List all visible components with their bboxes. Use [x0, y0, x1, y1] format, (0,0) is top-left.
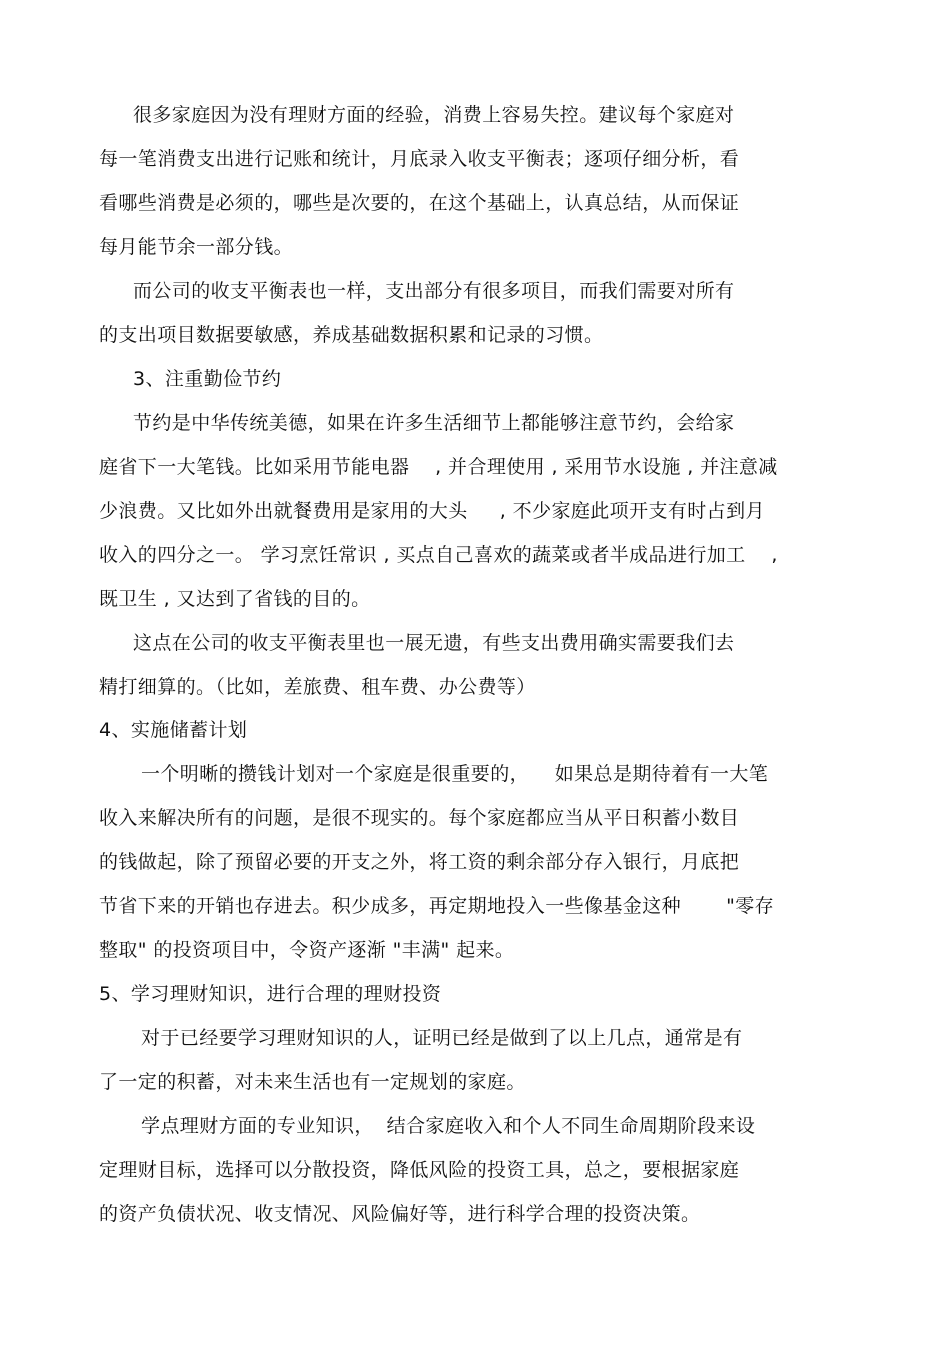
text-line: 收入的四分之一。 学习烹饪常识 , 买点自己喜欢的蔬菜或者半成品进行加工 ,	[99, 544, 778, 566]
text-line: 这点在公司的收支平衡表里也一展无遗，有些支出费用确实需要我们去	[133, 632, 735, 654]
text-line: 一个明晰的攒钱计划对一个家庭是很重要的， 如果总是期待着有一大笔	[141, 763, 769, 785]
text-line: 既卫生 , 又达到了省钱的目的。	[99, 588, 371, 610]
text-line: 收入来解决所有的问题，是很不现实的。每个家庭都应当从平日积蓄小数目	[99, 807, 740, 829]
text-line: 的资产负债状况、收支情况、风险偏好等，进行科学合理的投资决策。	[99, 1203, 701, 1225]
text-line: 每一笔消费支出进行记账和统计，月底录入收支平衡表；逐项仔细分析，看	[99, 148, 740, 170]
text-line: 整取" 的投资项目中，令资产逐渐 "丰满" 起来。	[99, 939, 515, 961]
text-line: 很多家庭因为没有理财方面的经验，消费上容易失控。建议每个家庭对	[133, 104, 735, 126]
text-line: 少浪费。又比如外出就餐费用是家用的大头 , 不少家庭此项开支有时占到月	[99, 500, 765, 522]
text-line: 看哪些消费是必须的，哪些是次要的，在这个基础上，认真总结，从而保证	[99, 192, 740, 214]
text-line: 精打细算的。（比如，差旅费、租车费、办公费等）	[99, 676, 536, 698]
text-line: 的支出项目数据要敏感，养成基础数据积累和记录的习惯。	[99, 324, 604, 346]
text-line: 节省下来的开销也存进去。积少成多，再定期地投入一些像基金这种 "零存	[99, 895, 775, 917]
text-line: 节约是中华传统美德，如果在许多生活细节上都能够注意节约，会给家	[133, 412, 735, 434]
text-line: 学点理财方面的专业知识， 结合家庭收入和个人不同生命周期阶段来设	[141, 1115, 756, 1137]
text-line: 对于已经要学习理财知识的人，证明已经是做到了以上几点，通常是有	[141, 1027, 743, 1049]
text-line: 定理财目标，选择可以分散投资，降低风险的投资工具，总之，要根据家庭	[99, 1159, 740, 1181]
section-heading: 5、学习理财知识，进行合理的理财投资	[99, 983, 442, 1005]
text-line: 了一定的积蓄，对未来生活也有一定规划的家庭。	[99, 1071, 526, 1093]
text-line: 而公司的收支平衡表也一样，支出部分有很多项目，而我们需要对所有	[133, 280, 735, 302]
text-line: 的钱做起，除了预留必要的开支之外，将工资的剩余部分存入银行，月底把	[99, 851, 740, 873]
text-line: 每月能节余一部分钱。	[99, 236, 294, 258]
text-line: 庭省下一大笔钱。比如采用节能电器 , 并合理使用 , 采用节水设施 , 并注意减	[99, 456, 778, 478]
section-heading: 4、实施储蓄计划	[99, 719, 248, 741]
section-heading: 3、注重勤俭节约	[133, 368, 282, 390]
